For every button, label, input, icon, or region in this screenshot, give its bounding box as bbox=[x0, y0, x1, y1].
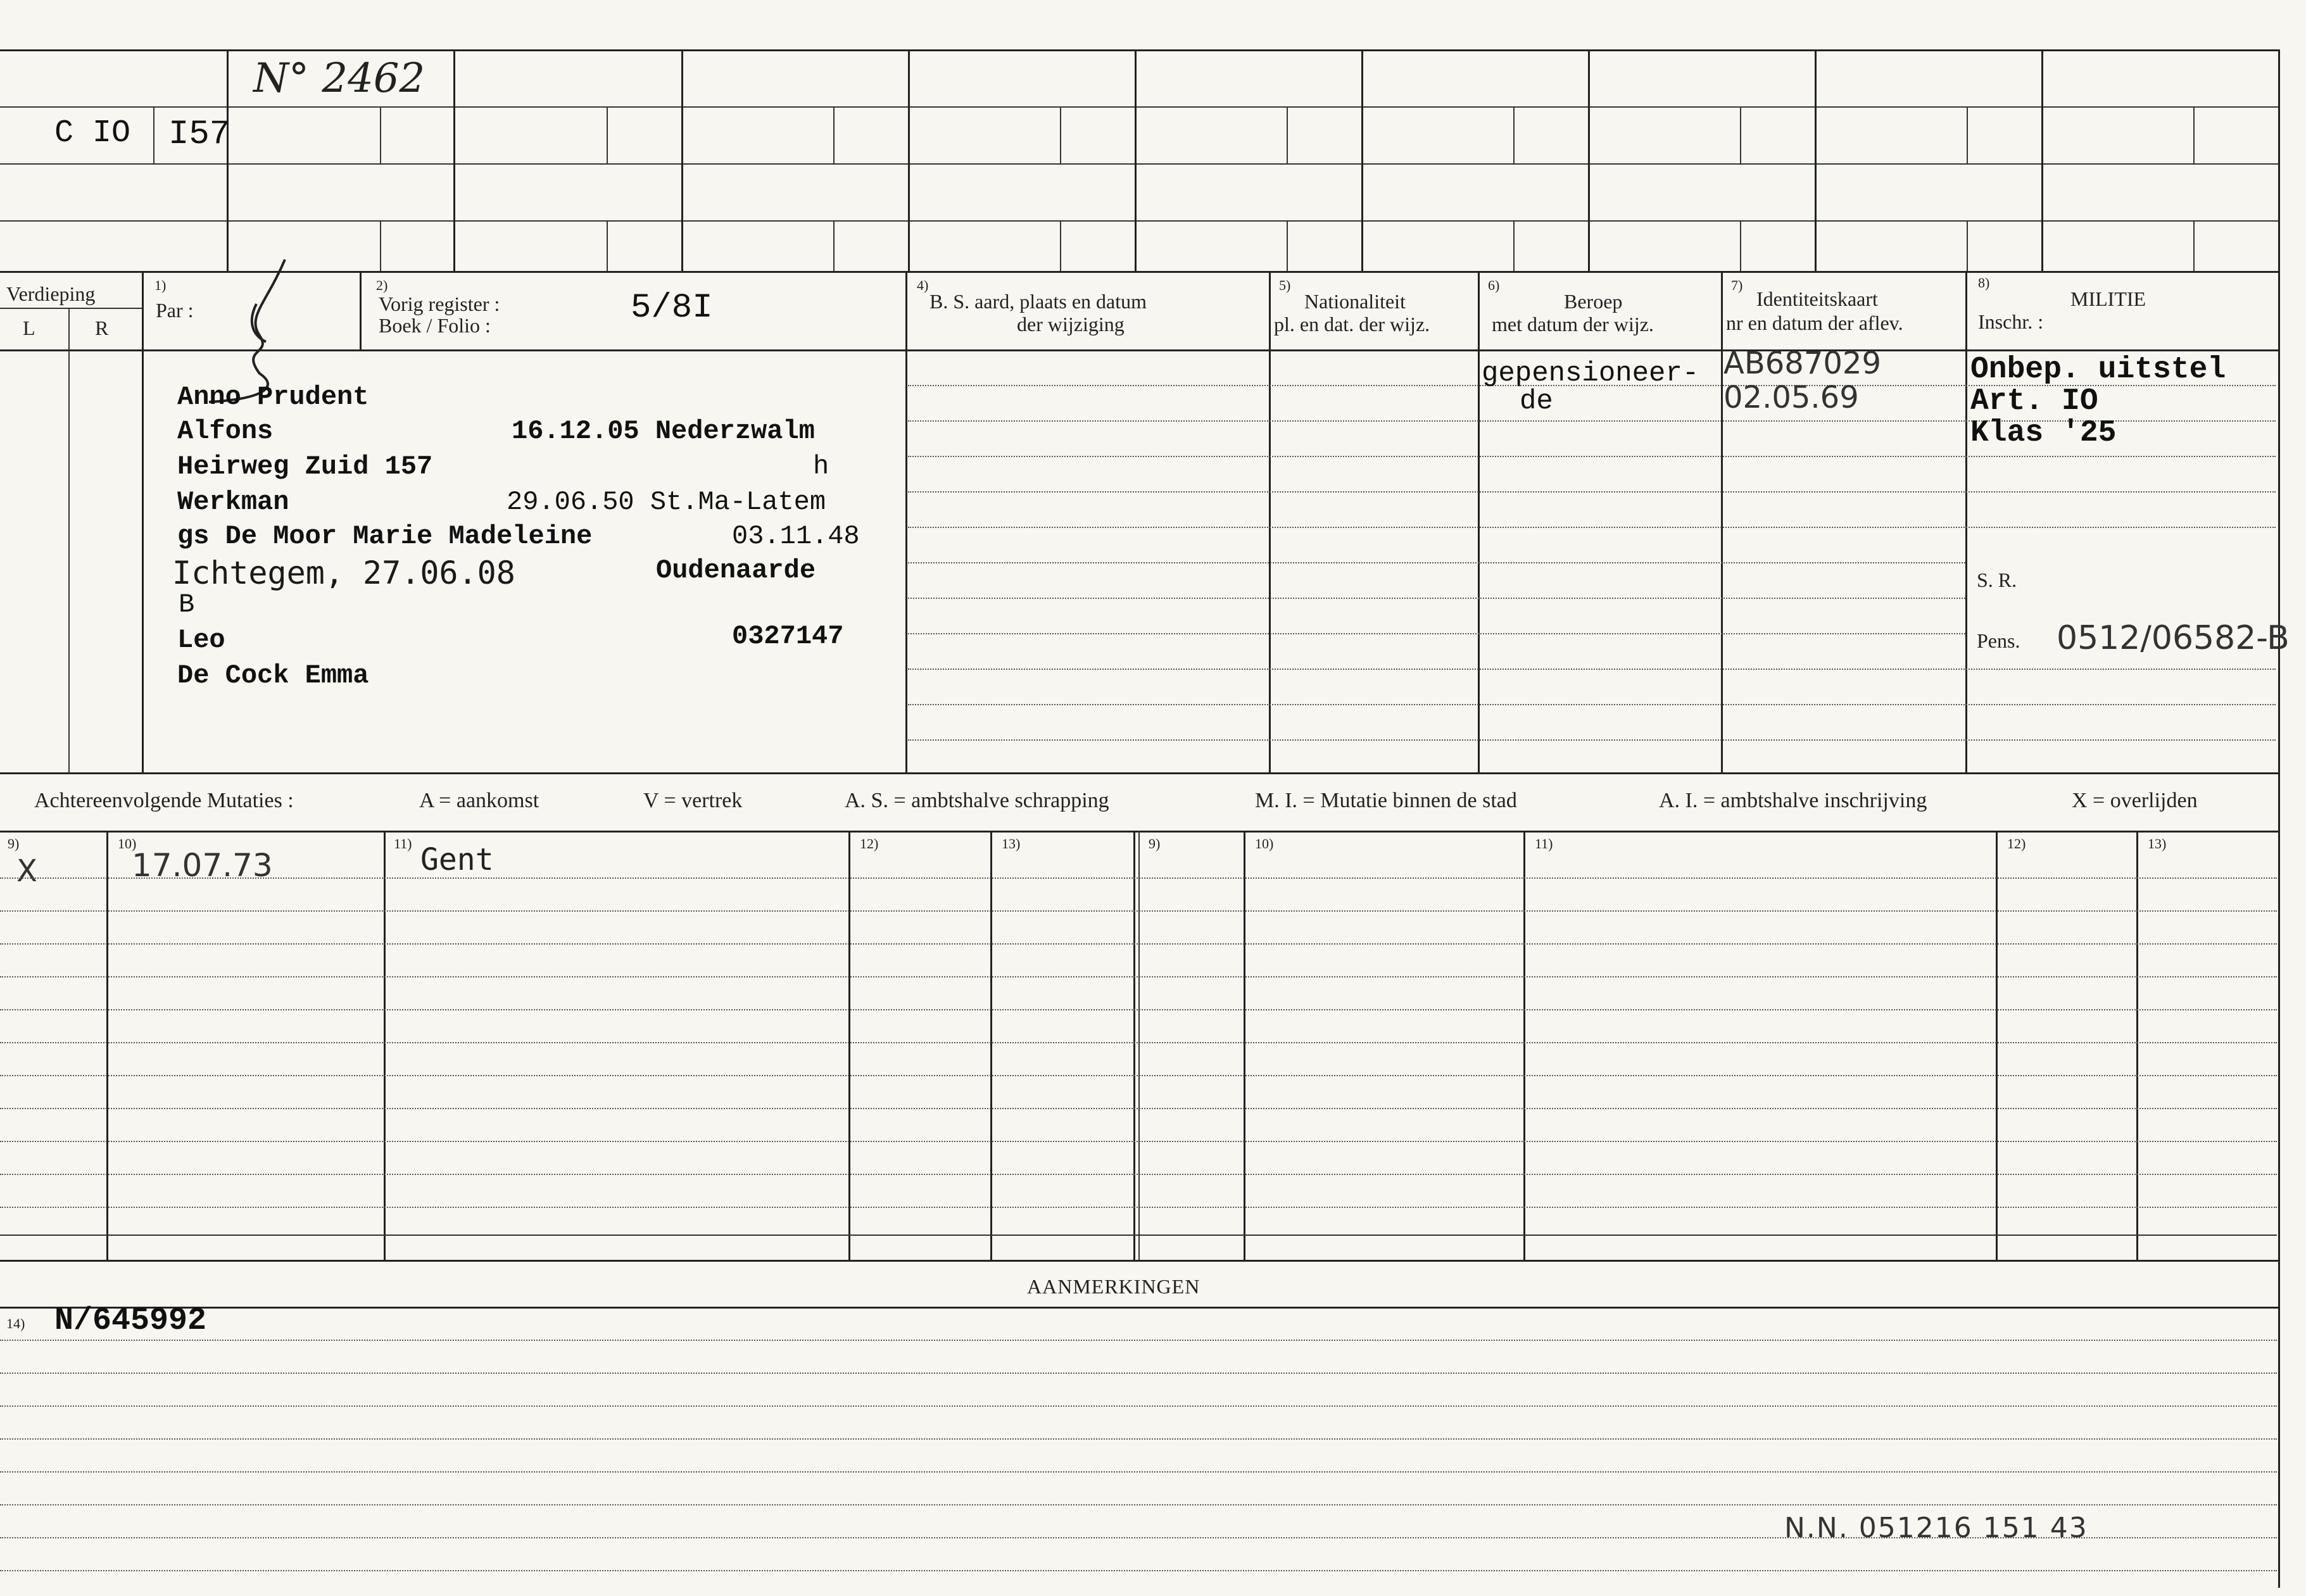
col-num: 6) bbox=[1488, 277, 1500, 293]
mut-col-line bbox=[1244, 831, 1245, 1260]
spouse: gs De Moor Marie Madeleine bbox=[177, 521, 593, 551]
remarks-num: 14) bbox=[6, 1316, 25, 1331]
mutation-date: 17.07.73 bbox=[132, 847, 273, 884]
nationaliteit-header: Nationaliteit bbox=[1304, 290, 1406, 313]
col-num: 2) bbox=[376, 277, 388, 293]
mutaties-title: Achtereenvolgende Mutaties : bbox=[34, 789, 294, 812]
mut-col-num: 13) bbox=[1002, 836, 1021, 851]
mut-col-line bbox=[1523, 831, 1525, 1260]
spouse-place: Oudenaarde bbox=[656, 555, 816, 586]
mut-col-num: 12) bbox=[860, 836, 879, 851]
id-card-number: AB687029 bbox=[1723, 346, 1881, 381]
mutation-place: Gent bbox=[420, 842, 494, 877]
col-num: 5) bbox=[1279, 277, 1291, 293]
bs-header: B. S. aard, plaats en datum bbox=[929, 290, 1147, 313]
militie-header: MILITIE bbox=[2070, 287, 2146, 310]
col-num: 1) bbox=[154, 277, 167, 293]
top-col-line bbox=[2193, 106, 2195, 163]
beroep-value-cont: de bbox=[1520, 386, 1553, 417]
mut-col-num: 11) bbox=[394, 836, 412, 851]
top-col-line bbox=[681, 49, 683, 271]
identiteitskaart-header: Identiteitskaart bbox=[1756, 287, 1878, 310]
aanmerkingen-line bbox=[0, 1307, 2279, 1309]
header-col-line bbox=[905, 271, 907, 772]
header-col-line bbox=[1965, 271, 1967, 772]
legend-x: X = overlijden bbox=[2072, 789, 2198, 812]
nn-number: N.N. 051216 151 43 bbox=[1784, 1512, 2088, 1544]
mut-col-line bbox=[384, 831, 386, 1260]
top-col-line bbox=[1513, 106, 1515, 163]
identiteitskaart-header-sub: nr en datum der aflev. bbox=[1726, 311, 1903, 334]
bs-header-sub: der wijziging bbox=[1017, 313, 1125, 336]
top-col-line bbox=[453, 49, 455, 271]
top-col-line bbox=[1287, 106, 1288, 163]
top-col-line bbox=[227, 49, 229, 271]
mut-table-top bbox=[0, 831, 2279, 833]
boek-folio-value: 5/8I bbox=[631, 289, 713, 327]
mut-col-num: 9) bbox=[1149, 836, 1161, 851]
mut-col-line bbox=[848, 831, 850, 1260]
legend-a: A = aankomst bbox=[419, 789, 539, 812]
top-col-line bbox=[1967, 220, 1968, 271]
mut-col-line bbox=[2136, 831, 2138, 1260]
pens-value: 0512/06582-B bbox=[2057, 619, 2290, 657]
id-card-date: 02.05.69 bbox=[1723, 380, 1859, 415]
aanmerkingen-heading: AANMERKINGEN bbox=[1027, 1275, 1200, 1298]
spouse-birth: Ichtegem, 27.06.08 bbox=[172, 555, 515, 591]
header-col-line bbox=[1269, 271, 1271, 772]
reference-number: 0327147 bbox=[732, 621, 844, 651]
vorig-register-label: Vorig register : bbox=[379, 292, 500, 315]
mut-col-line bbox=[1996, 831, 1998, 1260]
birth-date-place: 16.12.05 Nederzwalm bbox=[512, 416, 815, 446]
row-line bbox=[0, 220, 2279, 222]
top-col-line bbox=[908, 49, 910, 271]
lr-divider bbox=[0, 308, 142, 309]
verdieping-label: Verdieping bbox=[6, 282, 96, 305]
top-col-line bbox=[1815, 49, 1817, 271]
mut-col-num: 10) bbox=[1255, 836, 1274, 851]
mutation-code: X bbox=[16, 853, 37, 889]
mut-col-line bbox=[106, 831, 108, 1260]
top-col-line bbox=[1740, 106, 1741, 163]
militie-value: Onbep. uitstel bbox=[1970, 353, 2226, 387]
legend-ai: A. I. = ambtshalve inschrijving bbox=[1659, 789, 1927, 812]
top-col-line bbox=[380, 106, 381, 163]
person-firstname: Alfons bbox=[177, 416, 274, 446]
mut-col-num: 10) bbox=[118, 836, 137, 851]
top-col-line bbox=[607, 106, 608, 163]
person-name: Anno Prudent bbox=[177, 382, 369, 412]
top-col-line bbox=[1361, 49, 1363, 271]
nationaliteit-header-sub: pl. en dat. der wijz. bbox=[1274, 313, 1430, 336]
aanmerkingen-top-line bbox=[0, 1260, 2279, 1262]
mut-col-num: 11) bbox=[1535, 836, 1553, 851]
top-number: I57 bbox=[168, 115, 230, 154]
lr-col-line bbox=[68, 308, 70, 772]
top-col-line bbox=[1287, 220, 1288, 271]
child-name: Leo bbox=[177, 625, 225, 655]
top-col-line bbox=[833, 220, 835, 271]
top-col-line bbox=[153, 106, 154, 163]
mut-col-line bbox=[1133, 831, 1135, 1260]
header-bottom-line bbox=[0, 349, 2279, 351]
address: Heirweg Zuid 157 bbox=[177, 451, 433, 482]
header-col-line bbox=[1721, 271, 1723, 772]
row-line bbox=[0, 163, 2279, 165]
right-border bbox=[2278, 49, 2280, 1588]
top-col-line bbox=[2041, 49, 2043, 271]
mut-col-line bbox=[1138, 831, 1140, 1260]
top-border bbox=[0, 49, 2279, 51]
card-number: N° 2462 bbox=[253, 55, 425, 102]
beroep-value: gepensioneer- bbox=[1482, 358, 1699, 389]
par-label: Par : bbox=[156, 299, 194, 322]
top-col-line bbox=[1740, 220, 1741, 271]
marriage-date-place: 29.06.50 St.Ma-Latem bbox=[507, 487, 826, 517]
legend-mi: M. I. = Mutatie binnen de stad bbox=[1255, 789, 1517, 812]
mut-col-num: 9) bbox=[8, 836, 20, 851]
top-col-line bbox=[380, 220, 381, 271]
sr-label: S. R. bbox=[1977, 569, 2017, 591]
top-col-line bbox=[833, 106, 835, 163]
top-code: C IO bbox=[54, 115, 131, 151]
inschr-label: Inschr. : bbox=[1978, 310, 2044, 333]
legend-v: V = vertrek bbox=[643, 789, 743, 812]
top-col-line bbox=[1588, 49, 1590, 271]
top-col-line bbox=[1060, 220, 1061, 271]
header-col-line bbox=[360, 271, 362, 349]
mut-col-num: 13) bbox=[2148, 836, 2167, 851]
top-col-line bbox=[1513, 220, 1515, 271]
boek-folio-label: Boek / Folio : bbox=[379, 314, 491, 337]
top-col-line bbox=[2193, 220, 2195, 271]
top-col-line bbox=[607, 220, 608, 271]
remark-text: N/645992 bbox=[54, 1303, 207, 1339]
row-line bbox=[0, 106, 2279, 108]
mut-col-line bbox=[990, 831, 992, 1260]
beroep-header: Beroep bbox=[1564, 290, 1623, 313]
header-col-line bbox=[1478, 271, 1480, 772]
mut-col-num: 12) bbox=[2007, 836, 2026, 851]
spouse-date: 03.11.48 bbox=[732, 521, 860, 551]
mutaties-top-line bbox=[0, 772, 2279, 774]
col-num: 4) bbox=[917, 277, 929, 293]
header-col-line bbox=[142, 271, 144, 772]
top-col-line bbox=[1967, 106, 1968, 163]
top-col-line bbox=[1060, 106, 1061, 163]
col-num: 7) bbox=[1731, 277, 1743, 293]
top-col-line bbox=[1135, 49, 1137, 271]
code-b: B bbox=[179, 589, 195, 620]
row-line bbox=[0, 271, 2279, 273]
militie-art: Art. IO bbox=[1970, 384, 2098, 418]
col-num: 8) bbox=[1978, 275, 1990, 291]
militie-klas: Klas '25 bbox=[1970, 416, 2117, 450]
beroep-header-sub: met datum der wijz. bbox=[1492, 313, 1654, 336]
mother-name: De Cock Emma bbox=[177, 660, 369, 691]
pens-label: Pens. bbox=[1977, 629, 2020, 652]
address-suffix: h bbox=[813, 451, 829, 482]
r-label: R bbox=[95, 317, 109, 339]
occupation: Werkman bbox=[177, 487, 289, 517]
l-label: L bbox=[23, 317, 35, 339]
legend-as: A. S. = ambtshalve schrapping bbox=[845, 789, 1109, 812]
